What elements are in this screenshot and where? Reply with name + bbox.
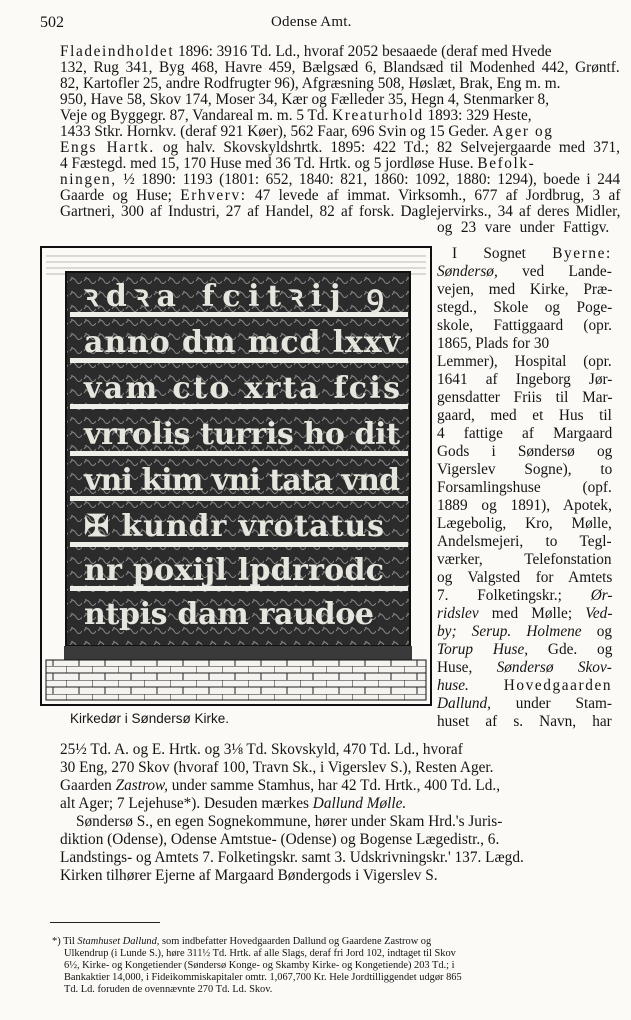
- footnote-rule: [50, 922, 160, 923]
- body-line: [60, 742, 463, 758]
- body-text-segment: Erhverv:: [180, 187, 247, 204]
- body-line: [437, 624, 612, 640]
- body-line: [437, 678, 612, 694]
- body-text-segment: gaard, med et Hus til: [437, 407, 612, 424]
- body-line: [437, 408, 612, 424]
- body-line: [437, 300, 612, 316]
- svg-text:✠ kundr vrotatus: ✠ kundr vrotatus: [84, 509, 384, 544]
- svg-text:vam cto xrta fcis: vam cto xrta fcis: [84, 371, 400, 406]
- body-text-segment: Andelsmejeri, to Tegl-: [437, 533, 612, 550]
- svg-text:anno dm mcd lxxv: anno dm mcd lxxv: [84, 325, 400, 360]
- body-text-segment: Forsamlingshuse (opf.: [437, 479, 612, 496]
- body-text-segment: skole, Fattiggaard (opr.: [437, 317, 612, 334]
- body-text-segment: Torup Huse,: [437, 641, 529, 658]
- body-line: [437, 534, 612, 550]
- body-text-segment: Ved-: [585, 605, 613, 622]
- body-text-segment: under Stam-: [490, 695, 612, 712]
- body-text-segment: 1641 af Ingeborg Jør-: [437, 371, 613, 388]
- body-line: [437, 372, 612, 388]
- body-line: [60, 140, 620, 156]
- body-text-segment: ningen,: [60, 171, 117, 188]
- svg-text:vrrolis turris ho dit: vrrolis turris ho dit: [84, 417, 400, 452]
- body-text-segment: Søndersø Skov-: [496, 659, 612, 676]
- body-text-segment: 1896: 3916 Td. Ld., hvoraf 2052 besaaede (deraf med Hvede: [174, 43, 552, 60]
- body-line: [437, 426, 612, 442]
- body-text-segment: Huse,: [437, 659, 497, 676]
- body-text-segment: Zastrow,: [115, 777, 168, 794]
- body-text-segment: Dallund,: [437, 695, 491, 712]
- body-line: [437, 606, 612, 622]
- body-line: [452, 246, 612, 262]
- running-title: Odense Amt.: [271, 14, 352, 30]
- body-text-segment: 1893: 329 Heste,: [423, 107, 532, 124]
- body-text-segment: værker, Telefonstation: [437, 551, 612, 568]
- body-line: [60, 172, 620, 188]
- body-line: [60, 760, 493, 776]
- svg-text:vni kim vni tata vnd: vni kim vni tata vnd: [84, 463, 400, 498]
- body-text-segment: gensdatter Friis til Mar-: [437, 389, 613, 406]
- body-line: [60, 108, 532, 124]
- body-text-segment: 1433 Stkr. Hornkv. (deraf 921 Køer), 562 Faar, 696 Svin og 15 Geder.: [60, 123, 493, 140]
- body-text-segment: Lægebolig, Kro, Mølle,: [437, 515, 612, 532]
- body-text-segment: Gaarden: [60, 777, 116, 794]
- body-text-segment: 30 Eng, 270 Skov (hvoraf 100, Travn Sk., i Vigerslev S.), Resten Ager.: [60, 759, 494, 776]
- body-text-segment: med Mølle;: [478, 605, 586, 622]
- body-text-segment: stegd., Skole og Poge-: [437, 299, 613, 316]
- footnote-line: [64, 972, 462, 984]
- body-text-segment: Vigerslev Sogne), to: [437, 461, 613, 478]
- body-text-segment: 7. Folketingskr.;: [437, 587, 591, 604]
- body-text-segment: Kirken tilhører Ejerne af Margaard Bøndergods i Vigerslev S.: [60, 867, 438, 884]
- body-text-segment: huse.: [437, 677, 469, 694]
- footnote-text-segment: Td. Ld. foruden de ovennævnte 270 Td. Ld. Skov.: [64, 984, 273, 995]
- figure-caption: Kirkedør i Søndersø Kirke.: [70, 711, 230, 726]
- footnote-text-segment: Stamhuset Dallund,: [77, 936, 160, 947]
- body-line: [437, 660, 612, 676]
- body-line: [60, 188, 620, 204]
- body-line: [437, 696, 612, 712]
- body-line: [437, 318, 612, 334]
- body-line: [437, 516, 612, 532]
- body-line: [437, 498, 612, 514]
- footnote-line: [52, 936, 431, 948]
- svg-text:ntpis dam raudoe: ntpis dam raudoe: [84, 597, 374, 632]
- footnote-line: [64, 948, 456, 960]
- body-text-segment: Ager og: [492, 123, 554, 140]
- footnote-line: [64, 984, 272, 996]
- body-text-segment: 4 Fæstegd. med 15, 170 Huse med 36 Td. Hrtk. og 5 jordløse Huse.: [60, 155, 478, 172]
- body-text-segment: 25½ Td. A. og E. Hrtk. og 3⅛ Td. Skovskyld, 470 Td. Ld., hvoraf: [60, 741, 463, 758]
- church-door-engraving: [40, 246, 432, 706]
- body-text-segment: ved Lande-: [497, 263, 612, 280]
- body-text-segment: 82, Kartofler 25, andre Rodfrugter 96), Afgræsning 508, Høslæt, Brak, Eng m. m.: [60, 75, 561, 92]
- body-text-segment: Kreaturhold: [332, 107, 424, 124]
- body-text-segment: og halv. Skovskyldshrtk. 1895: 422 Td.; 82 Selvejergaarde med 371,: [154, 139, 620, 156]
- footnote-text-segment: som indbefatter Hovedgaarden Dallund og Gaardene Zastrow og: [159, 936, 432, 947]
- body-text-segment: by; Serup. Holmene: [437, 623, 582, 640]
- body-line: [60, 76, 560, 92]
- body-line: [437, 552, 612, 568]
- body-text-segment: Dallund Mølle.: [312, 795, 407, 812]
- footnote-text-segment: Bankaktier 14,000, i Fideikommiskapitaler omtr. 1,067,700 Kr. Hele Jordtilliggendet udgør 865: [64, 972, 462, 983]
- body-text-segment: og 23 vare under Fattigv.: [437, 219, 610, 236]
- body-line: [437, 570, 612, 586]
- body-line: [437, 264, 612, 280]
- footnote-text-segment: *) Til: [52, 936, 78, 947]
- body-text-segment: Søndersø S., en egen Sognekommune, hører under Skam Hrd.'s Juris-: [76, 813, 503, 830]
- body-text-segment: I Sognet: [452, 245, 553, 262]
- body-line: [437, 336, 549, 352]
- body-line: [60, 92, 549, 108]
- body-text-segment: ½ 1890: 1193 (1801: 652, 1840: 821, 1860: 1092, 1880: 1294), boede i 244: [116, 171, 621, 188]
- body-text-segment: Gaarde og Huse;: [60, 187, 181, 204]
- body-text-segment: 1889 og 1891), Apotek,: [437, 497, 612, 514]
- body-line: [437, 480, 612, 496]
- body-line: [60, 156, 535, 172]
- body-text-segment: 950, Have 58, Skov 174, Moser 34, Kær og Fælleder 35, Hegn 4, Stenmarker 8,: [60, 91, 550, 108]
- church-door-illustration: [40, 246, 432, 706]
- body-text-segment: Ør-: [590, 587, 613, 604]
- body-text-segment: 47 levede af immat. Virksomh., 677 af Jordbrug, 3 af: [246, 187, 621, 204]
- body-text-segment: huset af s. Navn, har: [437, 713, 612, 730]
- body-text-segment: under samme Stamhus, har 42 Td. Hrtk., 400 Td. Ld.,: [167, 777, 501, 794]
- body-text-segment: Byerne:: [552, 245, 612, 262]
- footnote-text-segment: 6½, Kirke- og Kongetiender (Søndersø Konge- og Skamby Kirke- og Kongetiende) 203 Td.; i: [64, 960, 455, 971]
- body-line: [437, 444, 612, 460]
- body-text-segment: Befolk-: [477, 155, 536, 172]
- body-line: [60, 778, 500, 794]
- body-text-segment: 132, Rug 341, Byg 468, Havre 459, Bælgsæd 6, Blandsæd til Modenhed 442, Grøntf.: [60, 59, 620, 76]
- body-line: [76, 814, 502, 830]
- body-line: [437, 390, 612, 406]
- body-line: [60, 868, 438, 884]
- body-text-segment: Landstings- og Amtets 7. Folketingskr. samt 3. Udskrivningskr.' 137. Lægd.: [60, 849, 524, 866]
- body-line: [60, 44, 552, 60]
- body-line: [437, 642, 612, 658]
- body-line: [437, 220, 609, 236]
- body-line: [437, 282, 612, 298]
- body-line: [437, 588, 612, 604]
- body-text-segment: ridslev: [437, 605, 479, 622]
- body-line: [60, 796, 406, 812]
- body-line: [437, 354, 612, 370]
- body-text-segment: 1865, Plads for 30: [437, 335, 550, 352]
- body-text-segment: og: [581, 623, 613, 640]
- page-number: 502: [40, 14, 64, 31]
- body-text-segment: diktion (Odense), Odense Amtstue- (Odense) og Bogense Lægedistr., 6.: [60, 831, 500, 848]
- body-text-segment: og Valgsted for Amtets: [437, 569, 613, 586]
- svg-text:ꝛdꝛa fcitꝛij ꝯ: ꝛdꝛa fcitꝛij ꝯ: [84, 279, 384, 314]
- body-text-segment: [469, 677, 504, 694]
- body-line: [60, 204, 620, 220]
- body-text-segment: Søndersø,: [437, 263, 498, 280]
- body-text-segment: Veje og Byggegr. 87, Vandareal m. m. 5 Td.: [60, 107, 333, 124]
- body-text-segment: Fladeindholdet: [60, 43, 175, 60]
- body-text-segment: 4 fattige af Margaard: [437, 425, 613, 442]
- body-text-segment: Gde. og: [528, 641, 613, 658]
- body-line: [437, 462, 612, 478]
- footnote-text-segment: Ulkendrup (i Lunde S.), høre 311½ Td. Hrtk. af alle Slags, deraf fri Jord 102, indtaget til Skov: [64, 948, 456, 959]
- svg-text:nr poxijl lpdrrodc: nr poxijl lpdrrodc: [84, 553, 384, 588]
- body-text-segment: Hovedgaarden: [503, 677, 613, 694]
- body-line: [60, 850, 524, 866]
- body-text-segment: alt Ager; 7 Lejehuse*). Desuden mærkes: [60, 795, 313, 812]
- body-text-segment: Gods i Søndersø og: [437, 443, 613, 460]
- body-line: [437, 714, 612, 730]
- body-line: [60, 60, 620, 76]
- body-text-segment: Gartneri, 300 af Industri, 27 af Handel, 82 af forsk. Daglejervirks., 34 af deres Midler,: [60, 203, 621, 220]
- body-text-segment: Lemmer), Hospital (opr.: [437, 353, 612, 370]
- body-line: [60, 832, 499, 848]
- footnote-line: [64, 960, 455, 972]
- body-line: [60, 124, 554, 140]
- body-text-segment: Engs Hartk.: [60, 139, 155, 156]
- body-text-segment: vejen, med Kirke, Præ-: [437, 281, 613, 298]
